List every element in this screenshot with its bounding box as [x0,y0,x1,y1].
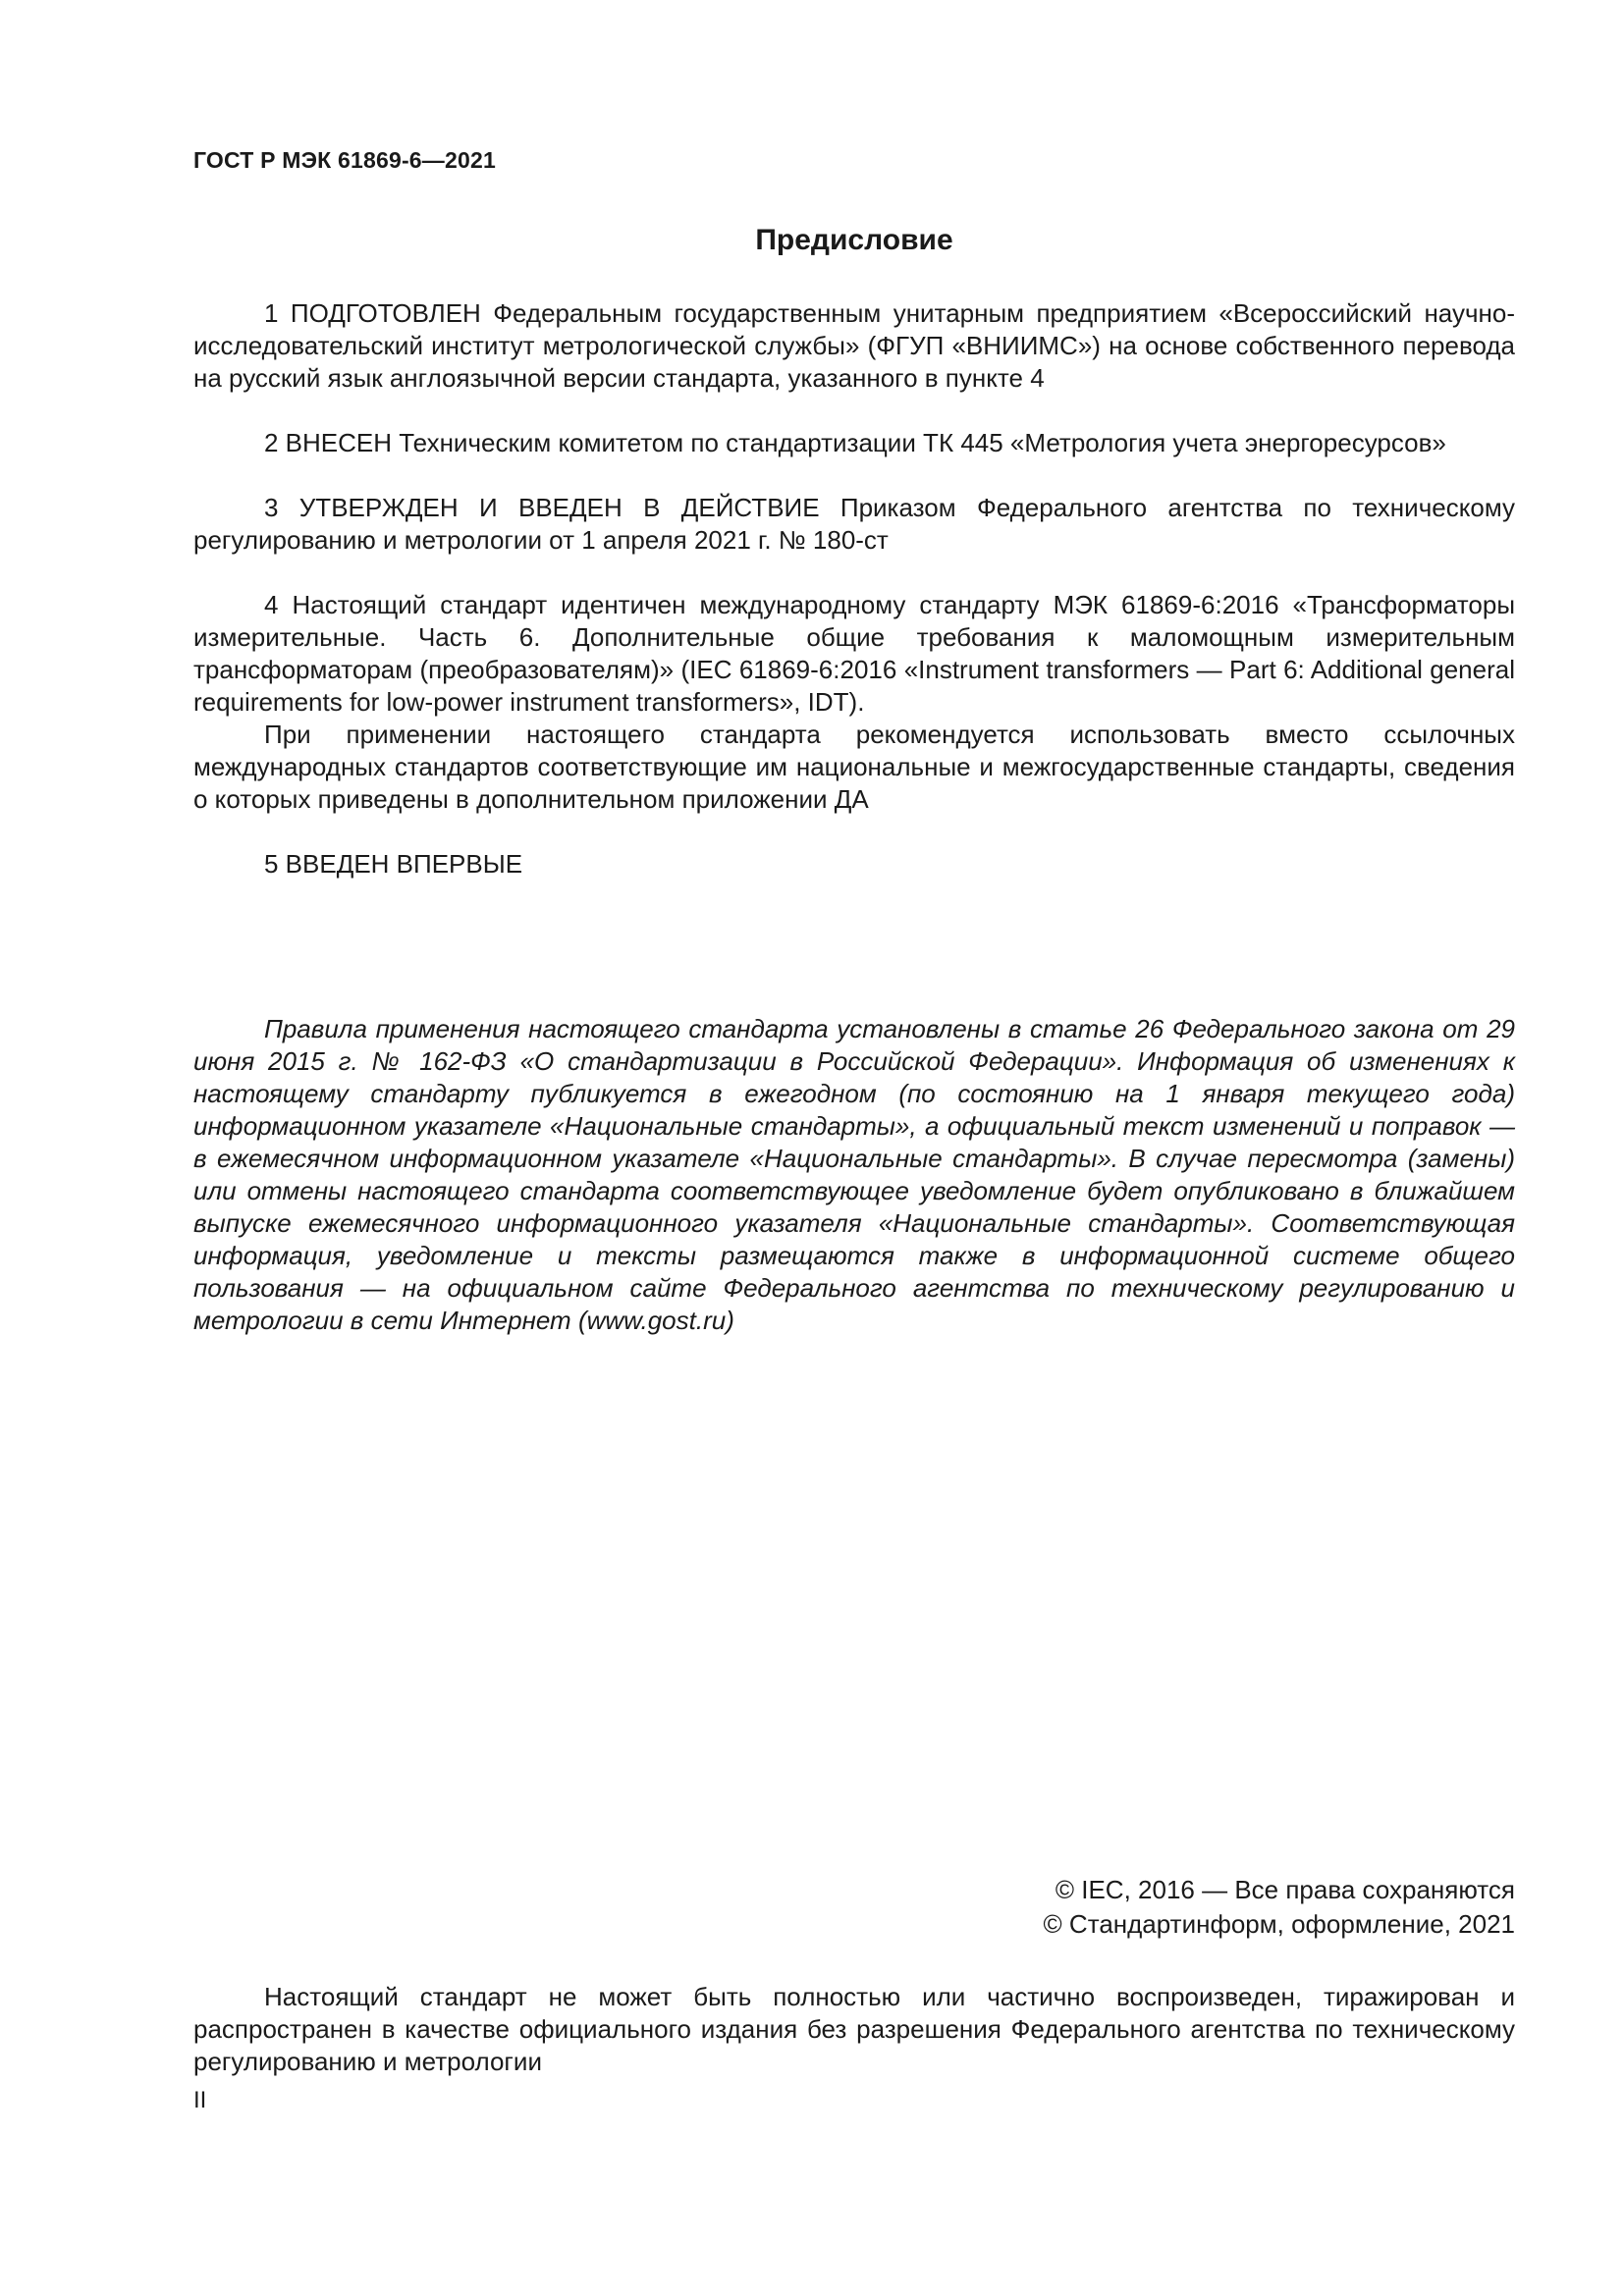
foreword-item-1: 1 ПОДГОТОВЛЕН Федеральным государственным унитарным предприятием «Всероссийский научно-исследовательский институт метрологической службы» (ФГУП «ВНИИМС») на основе собственного перевода на русский язык англоязычной версии стандарта, указанного в пункте 4 [193,298,1515,393]
foreword-item-4: 4 Настоящий стандарт идентичен международному стандарту МЭК 61869-6:2016 «Трансформаторы измерительные. Часть 6. Дополнительные общие требования к маломощным измерительным трансформаторам (преобразователям)» (IEC 61869-6:2016 «Instrument transformers — Part 6: Additional general requirements for low-power instrument transformers», IDT). [193,590,1515,717]
foreword-item-5: 5 ВВЕДЕН ВПЕРВЫЕ [264,849,523,879]
standard-designation: ГОСТ Р МЭК 61869-6—2021 [193,147,496,173]
reproduction-notice: Настоящий стандарт не может быть полностью или частично воспроизведен, тиражирован и распространен в качестве официального издания без разрешения Федерального агентства по техническому регулированию и метрологии [193,1982,1515,2076]
page-number: II [193,2087,207,2113]
copyright-iec: © IEC, 2016 — Все права сохраняются [1055,1875,1515,1904]
foreword-item-4-note: При применении настоящего стандарта рекомендуется использовать вместо ссылочных международных стандартов соответствующие им национальные и межгосударственные стандарты, сведения о которых приведены в дополнительном приложении ДА [193,720,1515,814]
copyright-block [1044,1873,1515,1942]
foreword-item-3: 3 УТВЕРЖДЕН И ВВЕДЕН В ДЕЙСТВИЕ Приказом Федерального агентства по техническому регулированию и метрологии от 1 апреля 2021 г. № 180-ст [193,493,1515,555]
page-title: Предисловие [755,224,953,256]
application-rules-notice: Правила применения настоящего стандарта установлены в статье 26 Федерального закона от 29 июня 2015 г. № 162-ФЗ «О стандартизации в Российской Федерации». Информация об изменениях к настоящему стандарту публикуется в ежегодном (по состоянию на 1 января текущего года) информационном указателе «Национальные стандарты», а официальный текст изменений и поправок — в ежемесячном информационном указателе «Национальные стандарты». В случае пересмотра (замены) или отмены настоящего стандарта соответствующее уведомление будет опубликовано в ближайшем выпуске ежемесячного информационного указателя «Национальные стандарты». Соответствующая информация, уведомление и тексты размещаются также в информационной системе общего пользования — на официальном сайте Федерального агентства по техническому регулированию и метрологии в сети Интернет (www.gost.ru) [193,1014,1515,1335]
copyright-standartinform: © Стандартинформ, оформление, 2021 [1043,1909,1515,1939]
document-page [193,0,1515,2296]
foreword-body [193,297,1515,881]
foreword-item-2: 2 ВНЕСЕН Техническим комитетом по стандартизации ТК 445 «Метрология учета энергоресурсов» [264,428,1446,457]
